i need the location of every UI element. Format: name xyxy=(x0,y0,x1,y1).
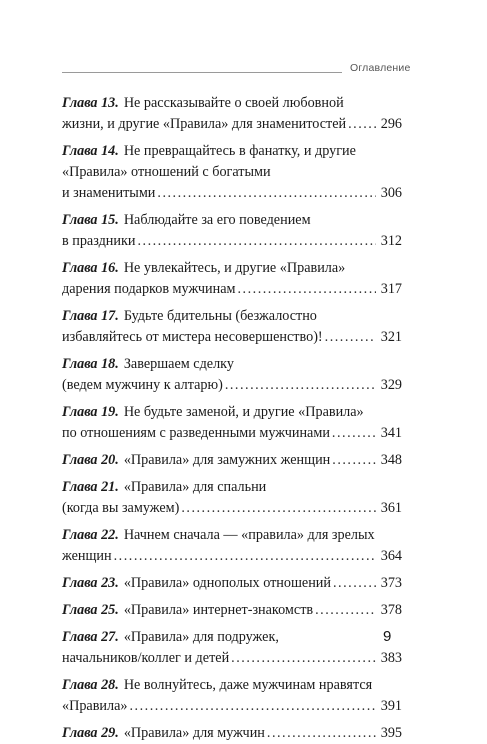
toc-entry-line xyxy=(62,327,402,348)
chapter-word: Глава xyxy=(62,260,98,276)
chapter-word: Глава xyxy=(62,677,98,693)
toc-page-number: 348 xyxy=(380,452,402,468)
chapter-label xyxy=(62,525,119,546)
chapter-label xyxy=(62,258,119,279)
toc-entry-line xyxy=(62,525,402,546)
chapter-title-text: Наблюдайте за его поведением xyxy=(123,212,311,228)
chapter-title-text: Не будьте заменой, и другие «Правила» xyxy=(123,404,364,420)
toc-entry[interactable] xyxy=(62,675,402,717)
chapter-title-text: женщин xyxy=(62,548,112,564)
dot-leader xyxy=(333,573,376,594)
page-number: 9 xyxy=(383,628,392,645)
toc-entry-line xyxy=(62,723,402,744)
chapter-title-text: избавляйтесь от мистера несовершенство)! xyxy=(62,329,323,345)
dot-leader xyxy=(325,327,376,348)
dot-leader xyxy=(231,648,376,669)
chapter-title-text: «Правила» xyxy=(62,698,128,714)
toc-entry-line xyxy=(62,450,402,471)
toc-entry-line xyxy=(62,627,402,648)
toc-entry-line xyxy=(62,306,402,327)
chapter-title-text: (ведем мужчину к алтарю) xyxy=(62,377,223,393)
dot-leader xyxy=(137,231,376,252)
toc-entry-line xyxy=(62,402,402,423)
chapter-word: Глава xyxy=(62,575,98,591)
dot-leader xyxy=(348,114,376,135)
chapter-label xyxy=(62,477,119,498)
toc-entry-line xyxy=(62,498,402,519)
dot-leader xyxy=(332,423,376,444)
toc-page-number: 296 xyxy=(380,116,402,132)
toc-entry[interactable] xyxy=(62,477,402,519)
toc-entry-line xyxy=(62,354,402,375)
table-of-contents xyxy=(62,93,402,744)
toc-page-number: 395 xyxy=(380,725,402,741)
chapter-title-text: (когда вы замужем) xyxy=(62,500,180,516)
toc-entry-line xyxy=(62,573,402,594)
chapter-number: 22. xyxy=(101,527,119,543)
chapter-title-text: дарения подарков мужчинам xyxy=(62,281,236,297)
toc-entry-line xyxy=(62,375,402,396)
toc-entry-line xyxy=(62,162,402,183)
toc-entry-line xyxy=(62,183,402,204)
dot-leader xyxy=(225,375,376,396)
chapter-title-text: по отношениям с разведенными мужчинами xyxy=(62,425,330,441)
chapter-title-text: жизни, и другие «Правила» для знаменитостей xyxy=(62,116,347,132)
chapter-word: Глава xyxy=(62,725,98,741)
chapter-title-text: Будьте бдительны (безжалостно xyxy=(123,308,317,324)
toc-entry[interactable] xyxy=(62,525,402,567)
toc-entry[interactable] xyxy=(62,354,402,396)
chapter-word: Глава xyxy=(62,212,98,228)
toc-page-number: 321 xyxy=(380,329,402,345)
chapter-number: 25. xyxy=(101,602,119,618)
toc-entry[interactable] xyxy=(62,210,402,252)
chapter-number: 16. xyxy=(101,260,119,276)
toc-page-number: 317 xyxy=(380,281,402,297)
dot-leader xyxy=(157,183,376,204)
toc-entry-line xyxy=(62,258,402,279)
chapter-number: 28. xyxy=(101,677,119,693)
toc-entry-line xyxy=(62,477,402,498)
chapter-title-text: «Правила» интернет-знакомств xyxy=(123,602,314,618)
chapter-title-text: и знаменитыми xyxy=(62,185,156,201)
toc-entry-line xyxy=(62,423,402,444)
toc-page-number: 312 xyxy=(380,233,402,249)
chapter-word: Глава xyxy=(62,143,98,159)
header-rule xyxy=(62,72,342,73)
dot-leader xyxy=(315,600,376,621)
dot-leader xyxy=(332,450,376,471)
chapter-label xyxy=(62,141,119,162)
toc-entry-line xyxy=(62,600,402,621)
chapter-word: Глава xyxy=(62,602,98,618)
dot-leader xyxy=(114,546,376,567)
chapter-title-text: «Правила» однополых отношений xyxy=(123,575,331,591)
chapter-label xyxy=(62,306,119,327)
chapter-word: Глава xyxy=(62,629,98,645)
toc-entry[interactable] xyxy=(62,258,402,300)
chapter-label xyxy=(62,210,119,231)
chapter-number: 21. xyxy=(101,479,119,495)
chapter-number: 29. xyxy=(101,725,119,741)
chapter-number: 13. xyxy=(101,95,119,111)
toc-page-number: 364 xyxy=(380,548,402,564)
toc-entry[interactable] xyxy=(62,627,402,669)
chapter-title-text: Не волнуйтесь, даже мужчинам нравятся xyxy=(123,677,373,693)
chapter-label xyxy=(62,723,119,744)
chapter-label xyxy=(62,600,119,621)
toc-entry-line xyxy=(62,231,402,252)
toc-entry[interactable] xyxy=(62,600,402,621)
chapter-label xyxy=(62,402,119,423)
chapter-number: 17. xyxy=(101,308,119,324)
chapter-title-text: Начнем сначала — «правила» для зрелых xyxy=(123,527,375,543)
toc-entry[interactable] xyxy=(62,306,402,348)
chapter-number: 18. xyxy=(101,356,119,372)
dot-leader xyxy=(181,498,376,519)
chapter-title-text: «Правила» для подружек, xyxy=(123,629,279,645)
toc-entry[interactable] xyxy=(62,450,402,471)
chapter-title-text: Не увлекайтесь, и другие «Правила» xyxy=(123,260,346,276)
chapter-number: 27. xyxy=(101,629,119,645)
chapter-title-text: «Правила» для мужчин xyxy=(123,725,265,741)
chapter-word: Глава xyxy=(62,308,98,324)
toc-entry[interactable] xyxy=(62,141,402,204)
chapter-word: Глава xyxy=(62,479,98,495)
toc-entry[interactable] xyxy=(62,723,402,744)
chapter-title-text: «Правила» отношений с богатыми xyxy=(62,164,271,180)
chapter-number: 15. xyxy=(101,212,119,228)
chapter-label xyxy=(62,450,119,471)
toc-page-number: 373 xyxy=(380,575,402,591)
toc-entry-line xyxy=(62,675,402,696)
dot-leader xyxy=(130,696,377,717)
toc-page-number: 391 xyxy=(380,698,402,714)
toc-page-number: 383 xyxy=(380,650,402,666)
toc-entry-line xyxy=(62,210,402,231)
toc-entry[interactable] xyxy=(62,402,402,444)
chapter-word: Глава xyxy=(62,452,98,468)
toc-entry-line xyxy=(62,648,402,669)
toc-entry-line xyxy=(62,114,402,135)
toc-entry-line xyxy=(62,696,402,717)
chapter-title-text: Завершаем сделку xyxy=(123,356,234,372)
chapter-label xyxy=(62,675,119,696)
toc-entry[interactable] xyxy=(62,93,402,135)
toc-page-number: 361 xyxy=(380,500,402,516)
chapter-number: 20. xyxy=(101,452,119,468)
chapter-word: Глава xyxy=(62,95,98,111)
toc-page-number: 306 xyxy=(380,185,402,201)
dot-leader xyxy=(238,279,377,300)
chapter-label xyxy=(62,93,119,114)
toc-entry-line xyxy=(62,93,402,114)
toc-entry-line xyxy=(62,546,402,567)
chapter-title-text: в праздники xyxy=(62,233,136,249)
running-title: Оглавление xyxy=(350,62,411,74)
chapter-title-text: Не превращайтесь в фанатку, и другие xyxy=(123,143,356,159)
chapter-label xyxy=(62,573,119,594)
chapter-title-text: «Правила» для спальни xyxy=(123,479,267,495)
chapter-word: Глава xyxy=(62,527,98,543)
chapter-word: Глава xyxy=(62,356,98,372)
chapter-number: 23. xyxy=(101,575,119,591)
chapter-title-text: «Правила» для замужних женщин xyxy=(123,452,331,468)
chapter-title-text: Не рассказывайте о своей любовной xyxy=(123,95,344,111)
toc-page-number: 378 xyxy=(380,602,402,618)
chapter-number: 14. xyxy=(101,143,119,159)
chapter-label xyxy=(62,627,119,648)
toc-entry[interactable] xyxy=(62,573,402,594)
dot-leader xyxy=(267,723,376,744)
toc-page-number: 341 xyxy=(380,425,402,441)
chapter-word: Глава xyxy=(62,404,98,420)
chapter-label xyxy=(62,354,119,375)
chapter-title-text: начальников/коллег и детей xyxy=(62,650,230,666)
toc-entry-line xyxy=(62,279,402,300)
chapter-number: 19. xyxy=(101,404,119,420)
toc-page-number: 329 xyxy=(380,377,402,393)
toc-entry-line xyxy=(62,141,402,162)
